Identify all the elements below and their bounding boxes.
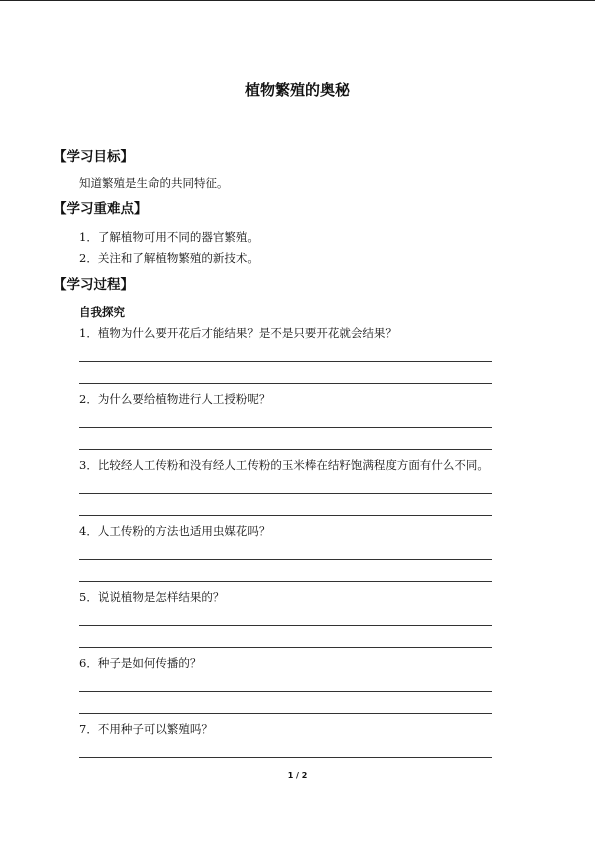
answer-line[interactable] (79, 757, 492, 758)
key-point-item: 1．了解植物可用不同的器官繁殖。 (79, 230, 259, 244)
question-item: 3．比较经人工传粉和没有经人工传粉的玉米棒在结籽饱满程度方面有什么不同。 (79, 458, 489, 472)
question-item: 5．说说植物是怎样结果的？ (79, 590, 225, 604)
process-subheading: 自我探究 (79, 305, 125, 319)
question-item: 7．不用种子可以繁殖吗？ (79, 722, 213, 736)
section-heading-key-points: 【学习重难点】 (53, 201, 148, 217)
goals-text: 知道繁殖是生命的共同特征。 (79, 176, 229, 190)
answer-line[interactable] (79, 449, 492, 450)
answer-line[interactable] (79, 625, 492, 626)
section-heading-goals: 【学习目标】 (53, 149, 134, 165)
question-item: 1．植物为什么要开花后才能结果？是不是只要开花就会结果？ (79, 326, 397, 340)
page-title: 植物繁殖的奥秘 (244, 81, 350, 99)
answer-line[interactable] (79, 515, 492, 516)
answer-line[interactable] (79, 581, 492, 582)
question-item: 4．人工传粉的方法也适用虫媒花吗？ (79, 524, 271, 538)
question-item: 6．种子是如何传播的？ (79, 656, 202, 670)
page-number: 1 / 2 (287, 771, 308, 780)
answer-line[interactable] (79, 361, 492, 362)
answer-line[interactable] (79, 713, 492, 714)
key-point-item: 2．关注和了解植物繁殖的新技术。 (79, 251, 259, 265)
answer-line[interactable] (79, 383, 492, 384)
answer-line[interactable] (79, 691, 492, 692)
answer-line[interactable] (79, 493, 492, 494)
section-heading-process: 【学习过程】 (53, 277, 134, 293)
question-item: 2．为什么要给植物进行人工授粉呢？ (79, 392, 271, 406)
answer-line[interactable] (79, 427, 492, 428)
answer-line[interactable] (79, 559, 492, 560)
answer-line[interactable] (79, 647, 492, 648)
top-rule (0, 0, 595, 1)
